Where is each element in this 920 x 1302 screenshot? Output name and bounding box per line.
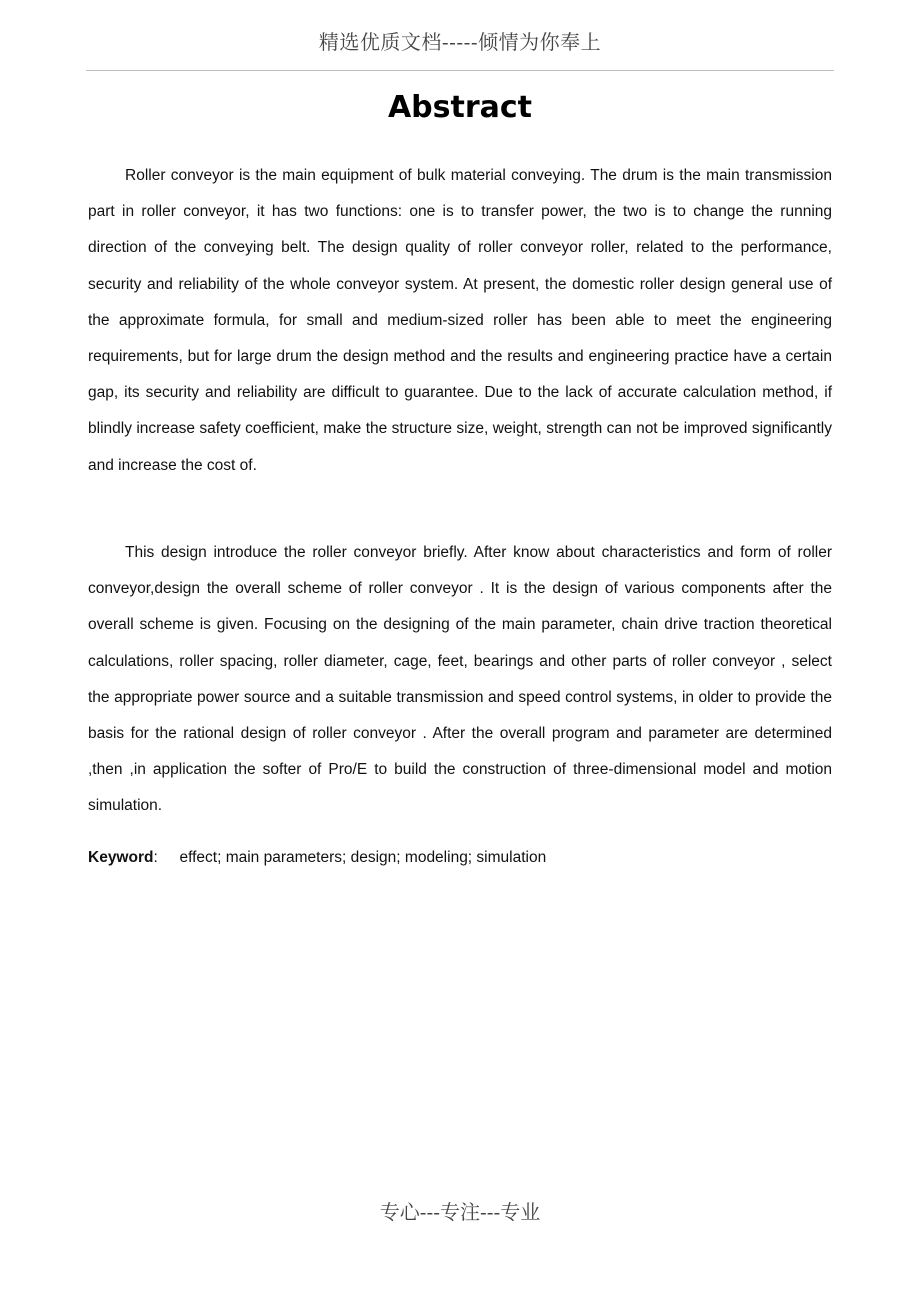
abstract-paragraph-1: Roller conveyor is the main equipment of bulk material conveying. The drum is the main transmission part in roller conveyor, it has two functions: one is to transfer power, the two is to change the running direction of the conveying belt. The design quality of roller conveyor roller, related to the performance, security and reliability of the whole conveyor system. At present, the domestic roller design general use of the approximate formula, for small and medium-sized roller has been able to meet the engineering requirements, but for large drum the design method and the results and engineering practice have a certain gap, its security and reliability are difficult to guarantee. Due to the lack of accurate calculation method, if blindly increase safety coefficient, make the structure size, weight, strength can not be improved significantly and increase the cost of. xyxy=(88,167,832,474)
header-divider xyxy=(86,70,834,71)
abstract-paragraph-2: This design introduce the roller conveyor briefly. After know about characteristics and form of roller conveyor,design the overall scheme of roller conveyor . It is the design of various components after the overall scheme is given. Focusing on the designing of the main parameter, chain drive traction theoretical calculations, roller spacing, roller diameter, cage, feet, bearings and other parts of roller conveyor , select the appropriate power source and a suitable transmission and speed control systems, in older to provide the basis for the rational design of roller conveyor . After the overall program and parameter are determined ,then ,in application the softer of Pro/E to build the construction of three-dimensional model and motion simulation. xyxy=(88,544,832,815)
keyword-label: Keyword xyxy=(88,849,154,866)
page-footer: 专心---专注---专业 xyxy=(379,1200,541,1224)
keyword-values: effect; main parameters; design; modeling; simulation xyxy=(179,849,547,866)
keyword-colon: : xyxy=(153,849,158,866)
keyword-line xyxy=(88,846,832,870)
page-header: 精选优质文档-----倾情为你奉上 xyxy=(318,30,602,54)
abstract-title: Abstract xyxy=(387,90,533,125)
